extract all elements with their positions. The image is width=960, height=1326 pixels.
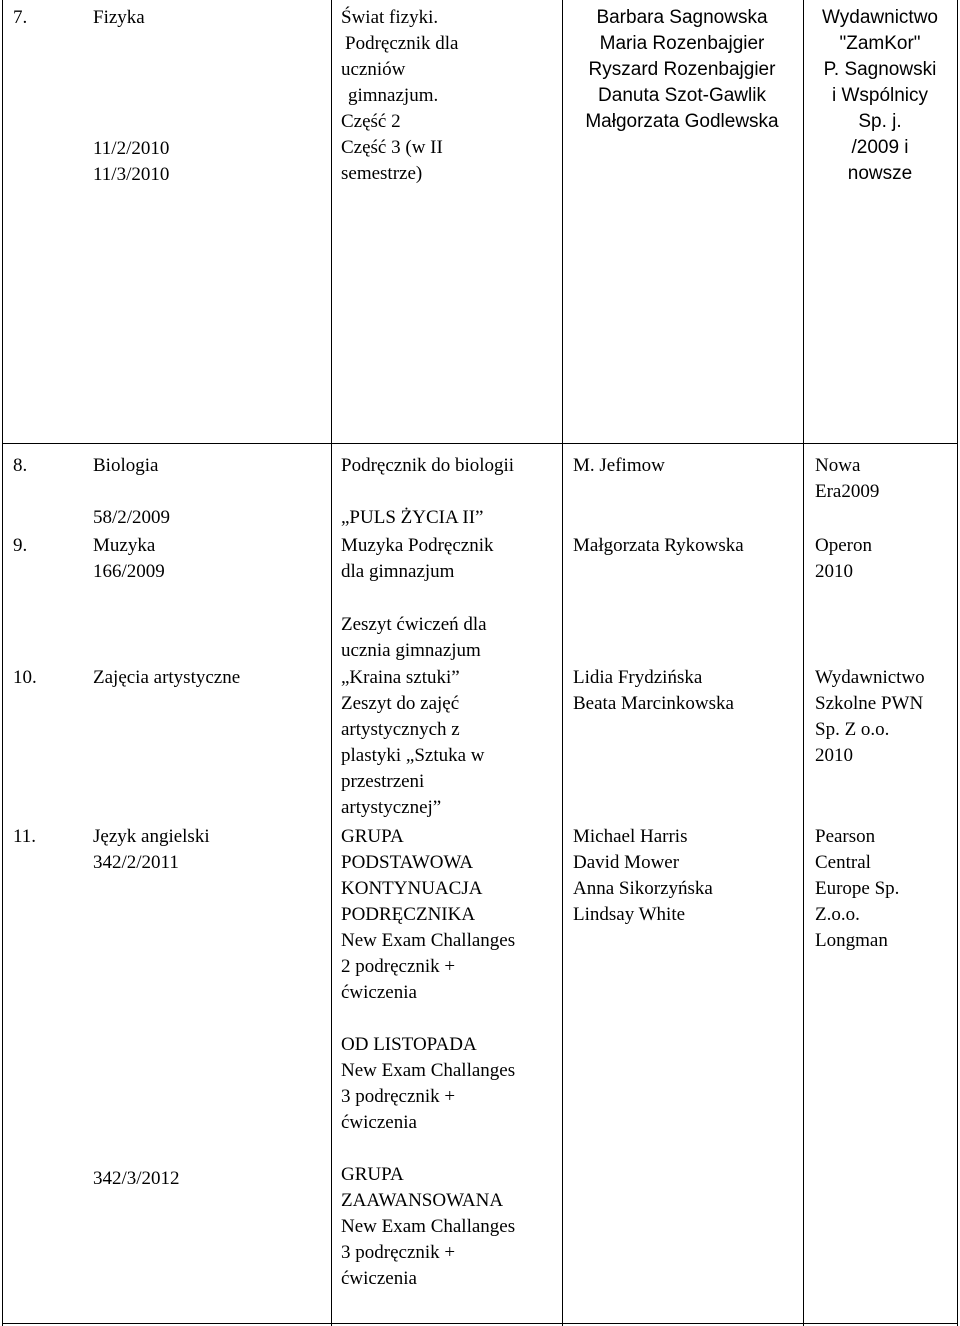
table-column-divider [331,0,332,1326]
publisher-line: P. Sagnowski [823,59,937,80]
title-line: PODSTAWOWA [341,852,474,873]
title-line: gimnazjum. [348,85,439,106]
publisher-line: Longman [815,930,888,951]
approval-code: 166/2009 [93,561,165,582]
publisher-line: Szkolne PWN [815,693,924,714]
title-line: przestrzeni [341,771,425,792]
publisher-line: Nowa [815,455,861,476]
publisher-line: Central [815,852,871,873]
publisher-line: Sp. j. [858,111,902,132]
title-line: ucznia gimnazjum [341,640,481,661]
publisher-line: 2010 [815,745,853,766]
publisher-line: Operon [815,535,872,556]
title-line: Zeszyt do zajęć [341,693,460,714]
title-line: artystycznej” [341,797,442,818]
title-line: Podręcznik do biologii [341,455,515,476]
author-name: Anna Sikorzyńska [573,878,713,899]
publisher-line: Era2009 [815,481,880,502]
title-line: GRUPA [341,1164,404,1185]
publisher-line: 2010 [815,561,853,582]
publisher [805,5,955,187]
publisher-line: Europe Sp. [815,878,900,899]
author-name: Lindsay White [573,904,686,925]
title-line: Muzyka Podręcznik [341,535,494,556]
title-line: 3 podręcznik + [341,1242,456,1263]
title-line [341,1006,515,1032]
author-name: Michael Harris [573,826,688,847]
publisher-line: Wydawnictwo [815,667,925,688]
title-line: „PULS ŻYCIA II” [341,507,484,528]
subject-name: Biologia [93,455,159,476]
author-name: Lidia Frydzińska [573,667,703,688]
title-line: plastyki „Sztuka w [341,745,485,766]
textbook-title [341,665,485,821]
title-line: OD LISTOPADA [341,1034,477,1055]
approval-code: 58/2/2009 [93,507,171,528]
title-line: Zeszyt ćwiczeń dla [341,614,487,635]
publisher-line: nowsze [847,163,913,184]
title-line: ZAAWANSOWANA [341,1190,504,1211]
table-border-bottom [2,1323,958,1324]
title-line: New Exam Challanges [341,1060,516,1081]
subject-name: Zajęcia artystyczne [93,667,241,688]
table-column-divider [562,0,563,1326]
title-line: Świat fizyki. [341,7,439,28]
title-line: New Exam Challanges [341,1216,516,1237]
author-name: David Mower [573,852,680,873]
title-line: 3 podręcznik + [341,1086,456,1107]
title-line: artystycznych z [341,719,460,740]
title-line: Podręcznik dla [345,33,459,54]
approval-code: 342/2/2011 [93,852,179,873]
publisher-line: "ZamKor" [839,33,921,54]
author-name: Danuta Szot-Gawlik [598,85,766,106]
title-line: Część 2 [341,111,401,132]
title-line: ćwiczenia [341,1112,417,1133]
title-line: GRUPA [341,826,404,847]
row-number: 11. [13,826,37,847]
title-line: ćwiczenia [341,1268,417,1289]
publisher-line: i Wspólnicy [831,85,929,106]
textbook-title [341,5,458,187]
author-name: M. Jefimow [573,455,665,476]
title-line: New Exam Challanges [341,930,516,951]
author-name: Maria Rozenbajgier [599,33,765,54]
authors [573,824,713,928]
author-name: Małgorzata Godlewska [585,111,779,132]
title-line: ćwiczenia [341,982,417,1003]
publisher-line: Wydawnictwo [822,7,938,28]
row-number: 7. [13,7,28,28]
textbook-title [341,824,515,1292]
publisher-line: Z.o.o. [815,904,860,925]
author-name: Małgorzata Rykowska [573,535,744,556]
author-name: Barbara Sagnowska [596,7,768,28]
publisher-line: Sp. Z o.o. [815,719,890,740]
table-column-divider [803,0,804,1326]
row-number: 9. [13,535,28,556]
title-line: „Kraina sztuki” [341,667,460,688]
author-name: Beata Marcinkowska [573,693,734,714]
publisher-line: /2009 i [851,137,909,158]
title-line: KONTYNUACJA [341,878,483,899]
title-line: dla gimnazjum [341,561,455,582]
row-number: 10. [13,667,37,688]
subject-name: Muzyka [93,535,156,556]
row-number: 8. [13,455,28,476]
title-line: Część 3 (w II [341,137,443,158]
table-border-right [957,0,958,1326]
table-row-divider [2,443,958,444]
publisher [815,665,925,769]
table-border-left [2,0,3,1326]
approval-code: 342/3/2012 [93,1168,180,1189]
title-line: semestrze) [341,163,423,184]
subject-name: Fizyka [93,7,145,28]
authors [566,5,798,135]
approval-code: 11/2/2010 [93,138,170,159]
author-name: Ryszard Rozenbajgier [588,59,776,80]
authors [573,665,734,717]
publisher-line: Pearson [815,826,876,847]
title-line: PODRĘCZNIKA [341,904,476,925]
publisher [815,824,899,954]
approval-code: 11/3/2010 [93,164,170,185]
title-line: 2 podręcznik + [341,956,456,977]
title-line [341,1136,515,1162]
title-line: uczniów [341,59,406,80]
subject-name: Język angielski [93,826,210,847]
